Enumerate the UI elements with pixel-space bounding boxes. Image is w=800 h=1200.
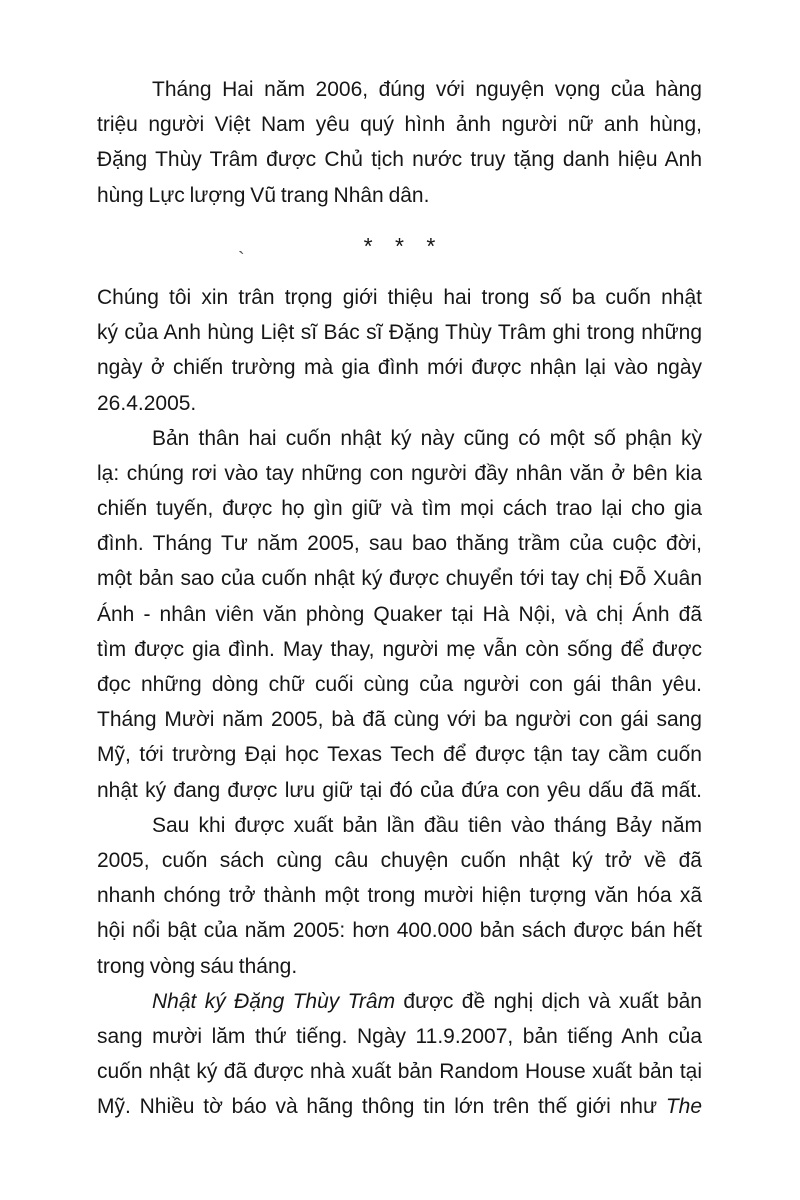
text-line bbox=[97, 1089, 702, 1124]
page-text bbox=[97, 72, 702, 1124]
text-line: đình. Tháng Tư năm 2005, sau bao thăng trầm của cuộc đời, bbox=[97, 532, 702, 556]
text-line: 2005, cuốn sách cùng câu chuyện cuốn nhật ký trở về đã bbox=[97, 848, 702, 872]
text-line: Mỹ, tới trường Đại học Texas Tech để được tận tay cầm cuốn bbox=[97, 743, 702, 767]
text-line: Sau khi được xuất bản lần đầu tiên vào tháng Bảy năm bbox=[152, 813, 702, 837]
section-separator: * * * bbox=[363, 232, 436, 259]
text-line: chiến tuyến, được họ gìn giữ và tìm mọi cách trao lại cho gia bbox=[97, 497, 702, 521]
paragraph bbox=[97, 421, 702, 808]
text-line: Tháng Mười năm 2005, bà đã cùng với ba người con gái sang bbox=[97, 708, 702, 732]
paragraph bbox=[97, 72, 702, 213]
text-line: Ánh - nhân viên văn phòng Quaker tại Hà Nội, và chị Ánh đã bbox=[97, 602, 702, 626]
paragraph bbox=[97, 280, 702, 421]
text-line: ký của Anh hùng Liệt sĩ Bác sĩ Đặng Thùy Trâm ghi trong những bbox=[97, 321, 702, 345]
text-line: Bản thân hai cuốn nhật ký này cũng có một số phận kỳ bbox=[152, 426, 702, 450]
scan-artifact-mark: ` bbox=[238, 249, 245, 271]
text-line: một bản sao của cuốn nhật ký được chuyển tới tay chị Đỗ Xuân bbox=[97, 567, 702, 591]
text-line: Tháng Hai năm 2006, đúng với nguyện vọng của hàng bbox=[152, 78, 702, 101]
text-line bbox=[97, 984, 702, 1019]
text-line: trong vòng sáu tháng. bbox=[97, 954, 298, 978]
text-line: sang mười lăm thứ tiếng. Ngày 11.9.2007, bản tiếng Anh của bbox=[97, 1024, 702, 1048]
text-line: 26.4.2005. bbox=[97, 391, 197, 415]
newspaper-title-italic: The bbox=[665, 1095, 702, 1119]
text-line: ngày ở chiến trường mà gia đình mới được nhận lại vào ngày bbox=[97, 356, 702, 380]
text-line: lạ: chúng rơi vào tay những con người đầy nhân văn ở bên kia bbox=[97, 461, 702, 485]
paragraph bbox=[97, 808, 702, 984]
text-line: đọc những dòng chữ cuối cùng của người con gái thân yêu. bbox=[97, 673, 702, 696]
text-line: hội nổi bật của năm 2005: hơn 400.000 bản sách được bán hết bbox=[97, 919, 702, 943]
text-segment: được đề nghị dịch và xuất bản bbox=[395, 989, 702, 1013]
text-segment: Mỹ. Nhiều tờ báo và hãng thông tin lớn trên thế giới như bbox=[97, 1095, 666, 1119]
text-line: nhanh chóng trở thành một trong mười hiện tượng văn hóa xã bbox=[97, 884, 702, 908]
text-line: cuốn nhật ký đã được nhà xuất bản Random House xuất bản tại bbox=[97, 1060, 702, 1084]
text-line: tìm được gia đình. May thay, người mẹ vẫn còn sống để được bbox=[97, 637, 702, 661]
text-line: nhật ký đang được lưu giữ tại đó của đứa con yêu dấu đã mất. bbox=[97, 778, 702, 802]
paragraph bbox=[97, 984, 702, 1125]
text-line: hùng Lực lượng Vũ trang Nhân dân. bbox=[97, 183, 430, 207]
book-title-italic: Nhật ký Đặng Thùy Trâm bbox=[152, 989, 396, 1013]
text-line: Đặng Thùy Trâm được Chủ tịch nước truy tặng danh hiệu Anh bbox=[97, 148, 702, 172]
text-line: triệu người Việt Nam yêu quý hình ảnh người nữ anh hùng, bbox=[97, 113, 702, 137]
text-line: Chúng tôi xin trân trọng giới thiệu hai trong số ba cuốn nhật bbox=[97, 285, 702, 309]
